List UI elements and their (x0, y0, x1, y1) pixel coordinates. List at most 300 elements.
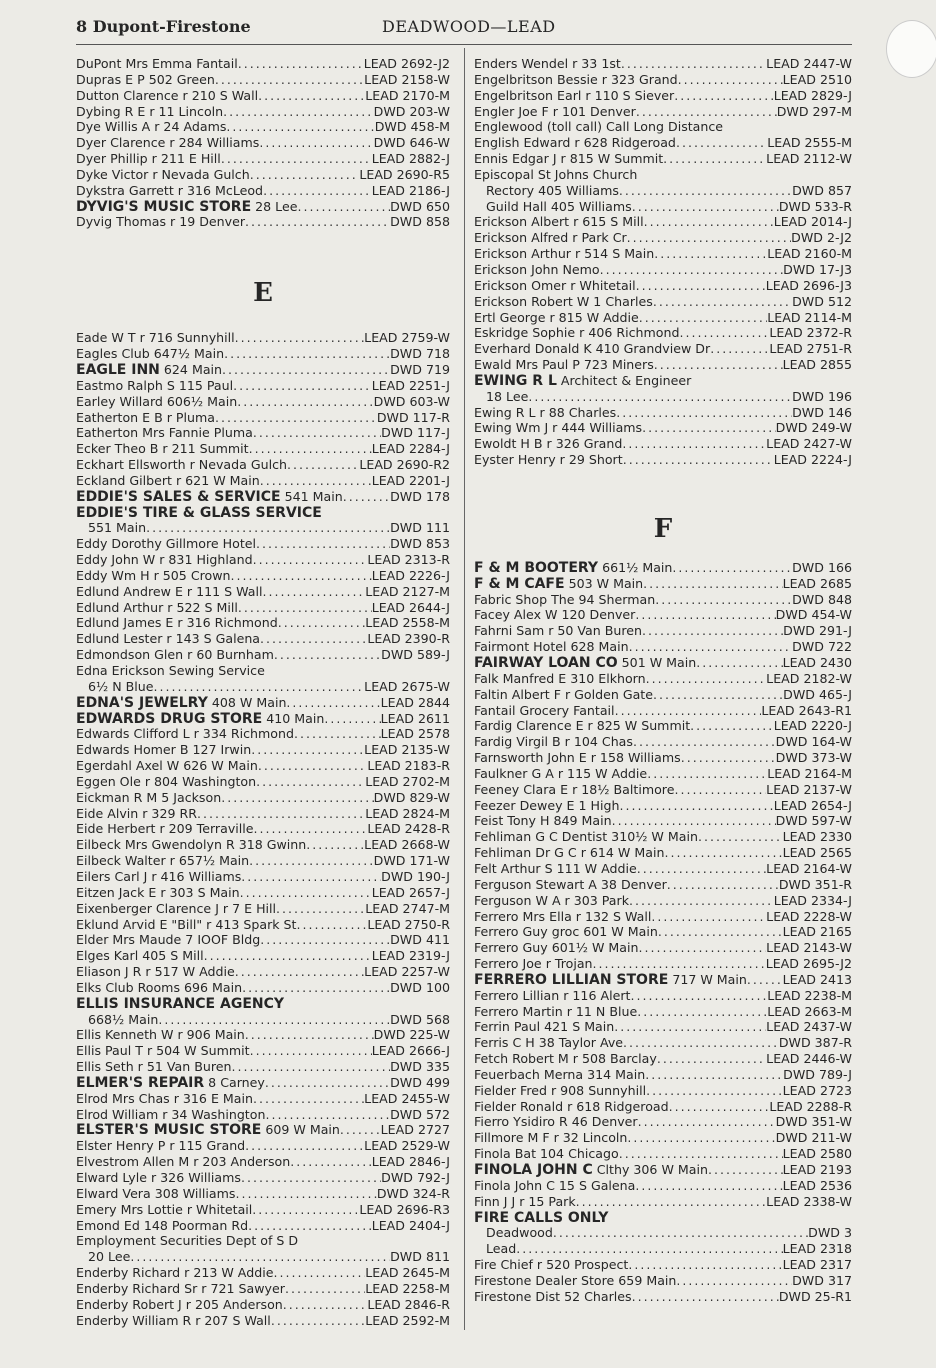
listing-row (76, 410, 450, 426)
listing-row (474, 750, 852, 766)
dot-leader (250, 167, 360, 183)
phone-number: LEAD 2319-J (371, 948, 450, 964)
phone-number: LEAD 2529-W (364, 1138, 450, 1154)
listing-row (474, 246, 852, 262)
listing-text: Eixenberger Clarence J r 7 E Hill (76, 900, 277, 916)
dot-leader (635, 1178, 782, 1194)
listing-row (474, 1210, 852, 1226)
listing-row (474, 167, 852, 183)
phone-number: DWD 171-W (373, 853, 450, 869)
listing-row (76, 663, 450, 679)
listing-row (474, 452, 852, 468)
phone-number: DWD 324-R (376, 1185, 450, 1201)
listing-row (76, 330, 450, 346)
phone-number: DWD 722 (792, 639, 852, 655)
listing-row (474, 766, 852, 782)
phone-number: LEAD 2695-J2 (765, 956, 852, 972)
listing-name (76, 1122, 340, 1138)
phone-number: LEAD 2446-W (766, 1051, 852, 1067)
listing-text: Farnsworth John E r 158 Williams (474, 750, 681, 766)
dot-leader (241, 1170, 381, 1186)
listing-name (474, 1051, 657, 1067)
dot-leader (708, 1162, 783, 1178)
listing-text: Fardig Virgil B r 104 Chas (474, 734, 633, 750)
phone-number: DWD 225-W (373, 1027, 450, 1043)
listing-text: Enderby Richard r 213 W Addie (76, 1265, 274, 1281)
listing-name (76, 1265, 273, 1281)
listing-name (76, 1091, 253, 1107)
dot-leader (253, 552, 368, 568)
phone-number: LEAD 2251-J (371, 377, 450, 393)
listing-text: Fehliman G C Dentist 310½ W Main (474, 829, 698, 845)
listing-name (76, 346, 224, 362)
listing-text: Fire Chief r 520 Prospect (474, 1257, 629, 1273)
listing-name (76, 917, 296, 933)
listing-row (76, 1091, 450, 1107)
listing-text: Ferrero Martin r 11 N Blue (474, 1003, 638, 1019)
listing-row (474, 956, 852, 972)
listing-text: Erickson Robert W 1 Charles (474, 293, 653, 309)
listing-name (76, 135, 259, 151)
dot-leader (130, 1249, 390, 1265)
listing-row (474, 1241, 852, 1257)
listing-text: 668½ Main (88, 1011, 159, 1027)
dot-leader (256, 536, 390, 552)
listing-text: Eide Herbert r 209 Terraville (76, 821, 254, 837)
listing-text: Fetch Robert M r 508 Barclay (474, 1051, 657, 1067)
listing-text: Eatherton E B r Pluma (76, 409, 215, 425)
listing-text: Everhard Donald K 410 Grandview Dr (474, 341, 711, 357)
listing-row (76, 346, 450, 362)
phone-number: DWD 17-J3 (783, 261, 852, 277)
dot-leader (636, 278, 766, 294)
phone-number: DWD 249-W (775, 420, 852, 436)
phone-number: DWD 603-W (373, 393, 450, 409)
phone-number: LEAD 2201-J (371, 472, 450, 488)
listing-row (474, 877, 852, 893)
listing-name (486, 1225, 553, 1241)
listing-row (76, 473, 450, 489)
dot-leader (679, 325, 769, 341)
business-name: EAGLE INN (76, 361, 160, 378)
listing-row (474, 373, 852, 389)
listing-name (76, 119, 226, 135)
listing-row (76, 362, 450, 378)
business-name: F & M CAFE (474, 575, 565, 592)
listing-text: Dybing R E r 11 Lincoln (76, 103, 224, 119)
listing-text: Eliason J R r 517 W Addie (76, 964, 235, 980)
dot-leader (296, 917, 367, 933)
phone-number: LEAD 2428-R (367, 821, 450, 837)
dot-leader (654, 246, 767, 262)
phone-number: LEAD 2447-W (766, 56, 852, 71)
phone-number: LEAD 2186-J (371, 182, 450, 198)
listing-text: Eagles Club 647½ Main (76, 346, 225, 362)
phone-number: LEAD 2846-R (367, 1296, 450, 1312)
dot-leader (238, 600, 372, 616)
listing-row (474, 782, 852, 798)
phone-number: LEAD 2160-M (767, 246, 852, 262)
dot-leader (245, 1138, 364, 1154)
dot-leader (242, 980, 390, 996)
dot-leader (340, 1122, 381, 1138)
listing-row (76, 742, 450, 758)
listing-row (76, 1043, 450, 1059)
listing-row (474, 988, 852, 1004)
phone-number: DWD 335 (390, 1059, 450, 1075)
phone-number: LEAD 2313-R (367, 552, 450, 568)
listing-text: Enderby Robert J r 205 Anderson (76, 1296, 283, 1312)
listing-name (76, 1186, 235, 1202)
phone-number: DWD 533-R (778, 198, 852, 214)
listing-name (474, 1146, 619, 1162)
right-column (474, 56, 852, 1305)
phone-number: LEAD 2112-W (766, 151, 852, 167)
phone-number: DWD 203-W (373, 103, 450, 119)
dot-leader (639, 310, 767, 326)
listing-row (76, 631, 450, 647)
phone-number: LEAD 2882-J (371, 151, 450, 167)
listing-row (474, 420, 852, 436)
listing-text: 503 W Main (568, 575, 644, 591)
listing-name (474, 988, 630, 1004)
listing-row (76, 520, 450, 536)
listing-name (88, 679, 154, 695)
listing-name (88, 520, 146, 536)
dot-leader (273, 1265, 365, 1281)
listing-text: Fehliman Dr G C r 614 W Main (474, 845, 665, 861)
phone-number: LEAD 2580 (782, 1146, 852, 1162)
listing-row (76, 72, 450, 88)
listing-text: Eddy Wm H r 505 Crown (76, 567, 231, 583)
listing-name (88, 1012, 158, 1028)
listing-row (474, 940, 852, 956)
listing-name (474, 940, 638, 956)
listing-row (474, 734, 852, 750)
phone-number: LEAD 2510 (782, 71, 852, 87)
phone-number: DWD 858 (390, 214, 450, 230)
listing-name (474, 1289, 632, 1305)
phone-number: LEAD 2437-W (766, 1019, 852, 1035)
dot-leader (240, 885, 372, 901)
listing-name (76, 901, 276, 917)
dot-leader (619, 1146, 783, 1162)
phone-number: DWD 317 (792, 1272, 852, 1288)
phone-number: LEAD 2565 (782, 845, 852, 861)
dot-leader (154, 679, 365, 695)
listing-name (474, 861, 637, 877)
listing-row (474, 341, 852, 357)
listing-row (76, 758, 450, 774)
listing-text: Ferris C H 38 Taylor Ave (474, 1035, 624, 1051)
dot-leader (256, 774, 365, 790)
listing-text: Eggen Ole r 804 Washington (76, 773, 257, 789)
listing-name (474, 1035, 623, 1051)
listing-row (474, 310, 852, 326)
listing-name (474, 88, 674, 104)
dot-leader (245, 1027, 374, 1043)
listing-name (76, 885, 240, 901)
dot-leader (249, 441, 372, 457)
listing-text: Fantail Grocery Fantail (474, 702, 615, 718)
phone-number: LEAD 2228-W (766, 908, 852, 924)
dot-leader (553, 1225, 808, 1241)
listing-text: Fardig Clarence E r 825 W Summit (474, 718, 691, 734)
listing-row (76, 135, 450, 151)
dot-leader (306, 837, 364, 853)
listing-name (474, 671, 646, 687)
listing-text: Ewoldt H B r 326 Grand (474, 436, 623, 452)
listing-row (76, 1218, 450, 1234)
dot-leader (622, 436, 766, 452)
listing-text: Eklund Arvid E "Bill" r 413 Spark St (76, 916, 297, 932)
listing-text: Ferguson Stewart A 38 Denver (474, 876, 667, 892)
phone-number: DWD 146 (792, 404, 852, 420)
listing-name (474, 718, 690, 734)
section-letter-e: E (253, 278, 273, 309)
listing-text: Eickman R M 5 Jackson (76, 789, 222, 805)
section-title: DEADWOOD—LEAD (382, 17, 556, 36)
listing-row (474, 1257, 852, 1273)
listing-row (474, 798, 852, 814)
dot-leader (647, 766, 767, 782)
phone-number: LEAD 2696-J3 (765, 277, 852, 293)
listing-row (76, 1059, 450, 1075)
listing-row (474, 199, 852, 215)
listing-name (76, 1218, 248, 1234)
listing-row (76, 1265, 450, 1281)
listing-text: Rectory 405 Williams (486, 182, 619, 198)
listing-text: Fahrni Sam r 50 Van Buren (474, 623, 643, 639)
listing-name (76, 584, 263, 600)
phone-number: DWD 2-J2 (791, 230, 852, 246)
listing-text: Ellis Kenneth W r 906 Main (76, 1027, 245, 1043)
dot-leader (215, 410, 377, 426)
listing-text: Dye Willis A r 24 Adams (76, 119, 227, 135)
listing-text: Guild Hall 405 Williams (486, 198, 632, 214)
listing-name (474, 829, 698, 845)
listing-row (474, 389, 852, 405)
listing-text: English Edward r 628 Ridgeroad (474, 135, 676, 151)
listing-text: Erickson Albert r 615 S Mill (474, 214, 644, 230)
listing-name (76, 1075, 265, 1091)
listing-row (76, 119, 450, 135)
listing-text: Earley Willard 606½ Main (76, 393, 238, 409)
listing-text: Elder Mrs Maude 7 IOOF Bldg (76, 932, 261, 948)
listing-name (76, 1313, 271, 1329)
phone-number: DWD 465-J (783, 686, 852, 702)
listing-text: Eilers Carl J r 416 Williams (76, 868, 242, 884)
dot-leader (231, 1059, 390, 1075)
listing-name (474, 135, 676, 151)
listing-text: Feist Tony H 849 Main (474, 813, 612, 829)
dot-leader (263, 584, 366, 600)
phone-number: LEAD 2014-J (773, 214, 852, 230)
phone-number: LEAD 2114-M (767, 309, 852, 325)
listing-row (474, 1194, 852, 1210)
phone-number: DWD 117-J (381, 425, 450, 441)
listing-row (474, 639, 852, 655)
dot-leader (674, 782, 766, 798)
listing-text: Englewood (toll call) Call Long Distance (474, 119, 724, 135)
listing-row (474, 1019, 852, 1035)
listing-name (76, 774, 256, 790)
listing-name (474, 151, 663, 167)
listing-name (76, 758, 258, 774)
phone-number: LEAD 2747-M (365, 900, 450, 916)
listing-row (474, 924, 852, 940)
dot-leader (628, 1257, 782, 1273)
listing-text: Enderby William R r 207 S Wall (76, 1312, 271, 1328)
listing-row (474, 1067, 852, 1083)
listing-name (76, 790, 221, 806)
listing-text: Erickson John Nemo (474, 261, 600, 277)
listing-row (474, 1225, 852, 1241)
listing-row (76, 932, 450, 948)
listing-name (486, 389, 528, 405)
phone-number: DWD 297-M (776, 103, 852, 119)
listing-row (474, 325, 852, 341)
phone-number: DWD 572 (390, 1106, 450, 1122)
listing-text: Fillmore M F r 32 Lincoln (474, 1130, 628, 1146)
listing-row (76, 615, 450, 631)
listing-text: Edmondson Glen r 60 Burnham (76, 647, 274, 663)
listing-row (474, 1035, 852, 1051)
dot-leader (221, 151, 372, 167)
listing-name (474, 782, 674, 798)
listing-row (474, 909, 852, 925)
listing-text: Firestone Dist 52 Charles (474, 1288, 632, 1304)
dot-leader (297, 199, 390, 215)
listing-row (474, 262, 852, 278)
listing-text: Eyster Henry r 29 Short (474, 452, 623, 468)
listing-text: Eastmo Ralph S 115 Paul (76, 377, 234, 393)
phone-number: DWD 719 (390, 361, 450, 377)
listing-text: Architect & Engineer (560, 372, 692, 388)
listing-row (76, 679, 450, 695)
phone-number: LEAD 2455-W (364, 1090, 450, 1106)
listing-row (474, 703, 852, 719)
dot-leader (274, 647, 381, 663)
listing-name (474, 798, 619, 814)
dot-leader (676, 135, 767, 151)
listing-name (76, 821, 254, 837)
listing-name (76, 199, 297, 215)
listing-name (474, 56, 621, 72)
listing-text: Dyke Victor r Nevada Gulch (76, 166, 250, 182)
phone-number: LEAD 2654-J (773, 797, 852, 813)
listing-name (474, 1194, 576, 1210)
listing-text: Eddy Dorothy Gillmore Hotel (76, 536, 257, 552)
listing-row (76, 1138, 450, 1154)
dot-leader (294, 726, 381, 742)
phone-number: DWD 164-W (775, 734, 852, 750)
listing-text: Episcopal St Johns Church (474, 166, 638, 182)
listing-name (474, 560, 672, 576)
listing-name (474, 246, 654, 262)
listing-row (474, 655, 852, 671)
listing-row (76, 167, 450, 183)
business-name: ELLIS INSURANCE AGENCY (76, 995, 285, 1012)
listing-name (474, 734, 633, 750)
listing-row (76, 104, 450, 120)
listing-text: Finn J J r 15 Park (474, 1193, 576, 1209)
listing-row (76, 1202, 450, 1218)
phone-number: LEAD 2224-J (773, 452, 852, 468)
dot-leader (644, 214, 774, 230)
listing-name (474, 373, 691, 389)
phone-number: DWD 848 (792, 591, 852, 607)
listing-name (474, 119, 723, 135)
phone-number: LEAD 2727 (380, 1122, 450, 1138)
dot-leader (657, 1051, 766, 1067)
phone-number: DWD 166 (792, 559, 852, 575)
listing-row (76, 774, 450, 790)
listing-name (474, 623, 642, 639)
listing-row (76, 441, 450, 457)
phone-number: LEAD 2334-J (773, 892, 852, 908)
listing-row (76, 1313, 450, 1329)
listing-name (76, 378, 233, 394)
dot-leader (283, 1297, 368, 1313)
dot-leader (241, 869, 381, 885)
phone-number: LEAD 2427-W (766, 436, 852, 452)
listing-text: Engler Joe F r 101 Denver (474, 103, 636, 119)
phone-number: DWD 373-W (775, 750, 852, 766)
listing-row (474, 119, 852, 135)
listing-row (474, 1004, 852, 1020)
phone-number: LEAD 2692-J2 (363, 56, 450, 71)
listing-name (76, 600, 238, 616)
business-name: FIRE CALLS ONLY (474, 1209, 609, 1226)
dot-leader (632, 199, 779, 215)
dot-leader (290, 1154, 371, 1170)
listing-name (474, 1099, 669, 1115)
phone-number: LEAD 2182-W (766, 670, 852, 686)
listing-row (76, 695, 450, 711)
phone-number: DWD 568 (390, 1011, 450, 1027)
left-column (76, 56, 450, 1328)
dot-leader (260, 932, 390, 948)
dot-leader (265, 1075, 390, 1091)
dot-leader (222, 362, 390, 378)
listing-text: Eade W T r 716 Sunnyhill (76, 330, 235, 346)
listing-name (474, 924, 658, 940)
listing-text: Elward Vera 308 Williams (76, 1185, 236, 1201)
listing-row (474, 56, 852, 72)
listing-text: Elvestrom Allen M r 203 Anderson (76, 1154, 291, 1170)
listing-text: Ennis Edgar J r 815 W Summit (474, 151, 664, 167)
listing-name (76, 489, 343, 505)
dot-leader (637, 1004, 767, 1020)
phone-number: LEAD 2238-M (767, 987, 852, 1003)
listing-text: Feeney Clara E r 18½ Baltimore (474, 781, 675, 797)
dot-leader (238, 56, 364, 72)
listing-text: 408 W Main (211, 694, 287, 710)
phone-number: LEAD 2284-J (371, 441, 450, 457)
dot-leader (619, 798, 773, 814)
phone-number: DWD 857 (792, 182, 852, 198)
listing-name (76, 631, 260, 647)
phone-number: LEAD 2317 (782, 1257, 852, 1273)
dot-leader (619, 183, 792, 199)
dot-leader (324, 711, 380, 727)
listing-name (474, 576, 643, 592)
listing-name (474, 639, 629, 655)
listing-row (76, 56, 450, 72)
phone-number: DWD 291-J (783, 623, 852, 639)
listing-block (76, 330, 450, 1328)
